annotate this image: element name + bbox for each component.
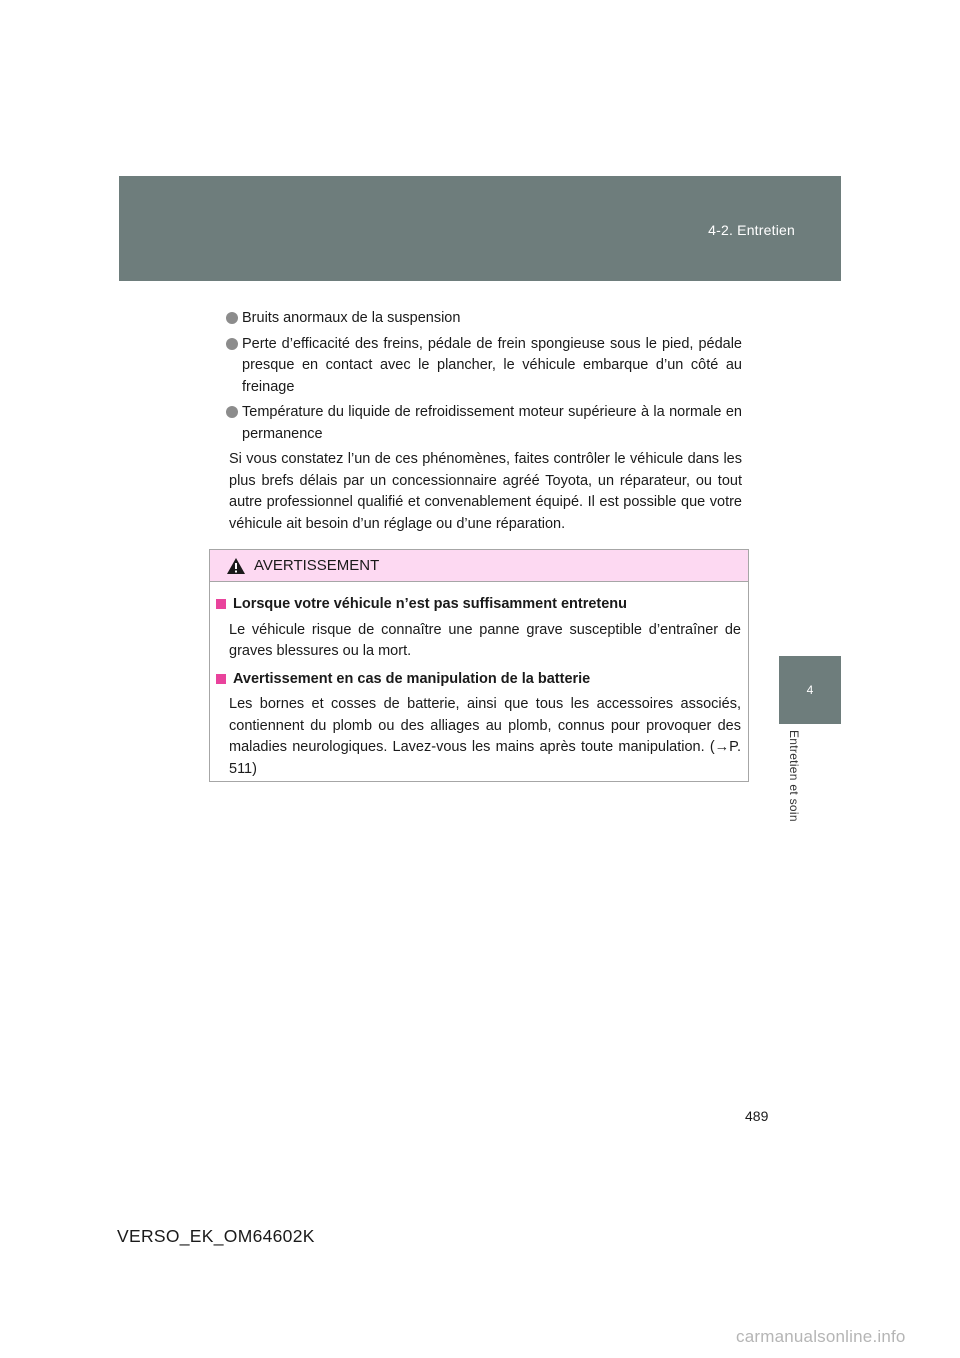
square-bullet-icon <box>216 599 226 609</box>
body-paragraph: Si vous constatez l’un de ces phénomènes, faites contrôler le véhicule dans les plus brefs délais par un concessionnaire agréé Toyota, un réparateur, ou tout autre professionnel qualifié et convenablement équipé. Il est possible que votre véhicule ait besoin d’un réglage ou d’une réparation. <box>229 451 742 532</box>
warning-item-heading: Lorsque votre véhicule n’est pas suffisamment entretenu <box>216 594 741 616</box>
bullet-icon <box>226 312 238 324</box>
warning-title: AVERTISSEMENT <box>254 557 380 574</box>
chapter-number: 4 <box>806 683 814 697</box>
bullet-icon <box>226 338 238 350</box>
list-item <box>229 402 742 445</box>
warning-box <box>209 549 749 782</box>
document-code: VERSO_EK_OM64602K <box>117 1226 315 1246</box>
bullet-icon <box>226 406 238 418</box>
chapter-side-label <box>776 730 812 840</box>
header-band <box>119 176 841 281</box>
list-item-text: Perte d’efficacité des freins, pédale de frein spongieuse sous le pied, pédale presque en contact avec le plancher, le véhicule embarque d’un côté au freinage <box>242 335 742 395</box>
warning-body <box>210 582 748 780</box>
warning-item-text: Le véhicule risque de connaître une panne grave susceptible d’entraîner de graves blessures ou la mort. <box>229 621 741 659</box>
warning-triangle-icon <box>226 557 246 575</box>
list-item <box>229 308 742 330</box>
warning-item-heading: Avertissement en cas de manipulation de la batterie <box>216 669 741 691</box>
list-item <box>229 334 742 399</box>
warning-header <box>210 550 748 582</box>
warning-item <box>216 669 741 781</box>
square-bullet-icon <box>216 674 226 684</box>
list-item-text: Bruits anormaux de la suspension <box>242 310 461 326</box>
watermark-text[interactable]: carmanualsonline.info <box>736 1327 906 1346</box>
section-title: 4-2. Entretien <box>708 222 795 238</box>
page-number: 489 <box>745 1108 769 1124</box>
warning-item <box>216 594 741 663</box>
chapter-title: Entretien et soin <box>787 730 801 822</box>
chapter-tab[interactable] <box>779 656 841 724</box>
warning-item-text: Les bornes et cosses de batterie, ainsi que tous les accessoires associés, contiennent du plomb ou des alliages au plomb, connus pour provoquer des maladies neurologiques. Lavez-vous les mains après toute manipulation. (→P. 511) <box>229 696 741 777</box>
main-content <box>229 308 742 535</box>
list-item-text: Température du liquide de refroidissement moteur supérieure à la normale en permanence <box>242 404 742 442</box>
